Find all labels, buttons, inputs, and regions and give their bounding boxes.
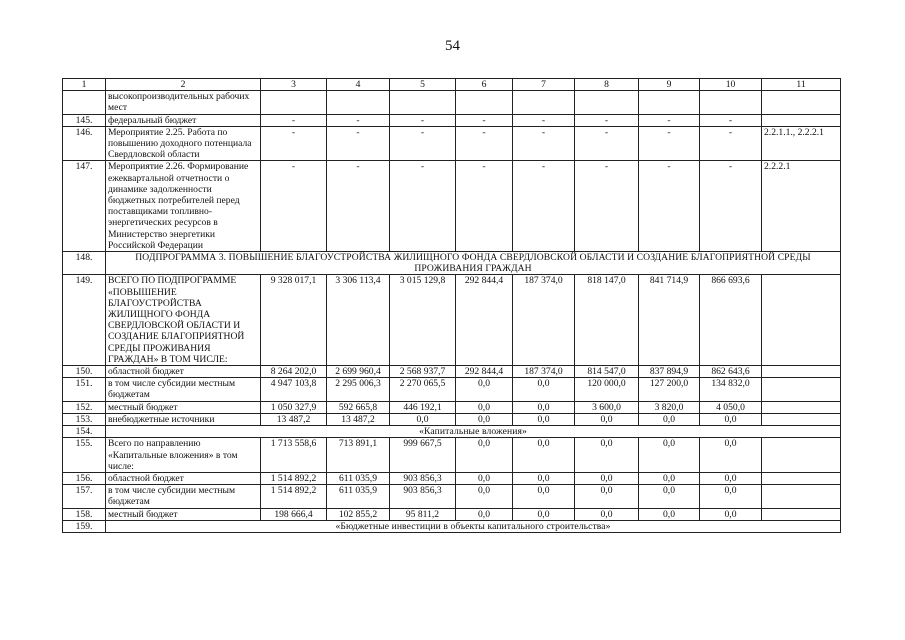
row-number: 148. <box>63 252 106 275</box>
value-cell: 0,0 <box>513 508 575 520</box>
value-cell: - <box>261 126 327 161</box>
value-cell: 0,0 <box>513 413 575 425</box>
value-cell: 0,0 <box>639 472 700 484</box>
value-cell: 1 713 558,6 <box>261 438 327 473</box>
value-cell: 102 855,2 <box>327 508 390 520</box>
table-row <box>63 275 841 366</box>
value-cell: - <box>261 161 327 252</box>
row-number <box>63 91 106 114</box>
section-title: «Капитальные вложения» <box>106 426 841 438</box>
value-cell: 0,0 <box>700 508 762 520</box>
value-cell <box>390 91 456 114</box>
value-cell: 0,0 <box>513 401 575 413</box>
header-cell: 5 <box>390 79 456 91</box>
value-cell: 0,0 <box>700 472 762 484</box>
value-cell: 1 514 892,2 <box>261 485 327 508</box>
page-number: 54 <box>445 38 460 54</box>
header-cell: 3 <box>261 79 327 91</box>
section-row <box>63 426 841 438</box>
value-cell: 0,0 <box>575 472 639 484</box>
value-cell <box>639 91 700 114</box>
value-cell: 446 192,1 <box>390 401 456 413</box>
value-cell <box>456 91 513 114</box>
value-cell: 862 643,6 <box>700 366 762 378</box>
value-cell: 1 514 892,2 <box>261 472 327 484</box>
value-cell: 134 832,0 <box>700 378 762 401</box>
table-row <box>63 508 841 520</box>
value-cell: 3 820,0 <box>639 401 700 413</box>
value-cell: 818 147,0 <box>575 275 639 366</box>
value-cell: 999 667,5 <box>390 438 456 473</box>
value-cell: 127 200,0 <box>639 378 700 401</box>
value-cell: 0,0 <box>639 413 700 425</box>
value-cell <box>700 91 762 114</box>
row-label: высокопроизводительных рабочих мест <box>106 91 261 114</box>
header-cell: 6 <box>456 79 513 91</box>
header-cell: 11 <box>762 79 841 91</box>
value-cell: 0,0 <box>513 472 575 484</box>
value-cell: 2 699 960,4 <box>327 366 390 378</box>
row-label: областной бюджет <box>106 472 261 484</box>
value-cell: 198 666,4 <box>261 508 327 520</box>
table-row <box>63 438 841 473</box>
value-cell: - <box>327 126 390 161</box>
row-number: 152. <box>63 401 106 413</box>
header-row <box>63 79 841 91</box>
value-cell: 814 547,0 <box>575 366 639 378</box>
table-body <box>63 79 841 533</box>
value-cell <box>575 91 639 114</box>
row-label: в том числе субсидии местным бюджетам <box>106 378 261 401</box>
value-cell: 0,0 <box>639 508 700 520</box>
value-cell: 903 856,3 <box>390 472 456 484</box>
value-cell: 0,0 <box>456 401 513 413</box>
value-cell <box>513 91 575 114</box>
row-number: 147. <box>63 161 106 252</box>
row-number: 145. <box>63 114 106 126</box>
value-cell: 903 856,3 <box>390 485 456 508</box>
value-cell: 0,0 <box>456 485 513 508</box>
value-cell: 866 693,6 <box>700 275 762 366</box>
section-row <box>63 520 841 532</box>
value-cell: 120 000,0 <box>575 378 639 401</box>
reference-cell <box>762 91 841 114</box>
row-label: федеральный бюджет <box>106 114 261 126</box>
row-number: 149. <box>63 275 106 366</box>
value-cell: 187 374,0 <box>513 366 575 378</box>
reference-cell <box>762 438 841 473</box>
value-cell: 8 264 202,0 <box>261 366 327 378</box>
value-cell: - <box>456 114 513 126</box>
value-cell: 13 487,2 <box>261 413 327 425</box>
value-cell: - <box>513 126 575 161</box>
value-cell: - <box>327 161 390 252</box>
reference-cell: 2.2.1.1., 2.2.2.1 <box>762 126 841 161</box>
header-cell: 9 <box>639 79 700 91</box>
row-label: внебюджетные источники <box>106 413 261 425</box>
value-cell: 2 295 006,3 <box>327 378 390 401</box>
row-number: 153. <box>63 413 106 425</box>
value-cell: 0,0 <box>575 485 639 508</box>
value-cell: 0,0 <box>639 438 700 473</box>
reference-cell <box>762 413 841 425</box>
row-number: 158. <box>63 508 106 520</box>
table-row <box>63 378 841 401</box>
value-cell: 841 714,9 <box>639 275 700 366</box>
table-row <box>63 366 841 378</box>
row-number: 156. <box>63 472 106 484</box>
value-cell: 1 050 327,9 <box>261 401 327 413</box>
header-cell: 8 <box>575 79 639 91</box>
value-cell: 0,0 <box>456 438 513 473</box>
value-cell: 3 015 129,8 <box>390 275 456 366</box>
value-cell: 0,0 <box>513 438 575 473</box>
table-row <box>63 126 841 161</box>
value-cell: 0,0 <box>513 485 575 508</box>
table-row <box>63 401 841 413</box>
value-cell: 0,0 <box>456 472 513 484</box>
header-cell: 2 <box>106 79 261 91</box>
budget-table <box>62 78 841 533</box>
value-cell: 611 035,9 <box>327 485 390 508</box>
row-label: Мероприятие 2.25. Работа по повышению доходного потенциала Свердловской области <box>106 126 261 161</box>
table-row <box>63 161 841 252</box>
value-cell: - <box>513 161 575 252</box>
section-title: «Бюджетные инвестиции в объекты капитального строительства» <box>106 520 841 532</box>
row-label: Мероприятие 2.26. Формирование ежеквартальной отчетности о динамике задолженности бюджетных потребителей перед поставщиками топливно-энергетических ресурсов в Министерство энергетики Российской Федерации <box>106 161 261 252</box>
table-row <box>63 413 841 425</box>
value-cell: - <box>575 161 639 252</box>
header-cell: 10 <box>700 79 762 91</box>
reference-cell <box>762 114 841 126</box>
value-cell: - <box>700 114 762 126</box>
value-cell: 13 487,2 <box>327 413 390 425</box>
value-cell: 4 947 103,8 <box>261 378 327 401</box>
table-row <box>63 114 841 126</box>
reference-cell <box>762 366 841 378</box>
value-cell: 0,0 <box>700 485 762 508</box>
value-cell: 837 894,9 <box>639 366 700 378</box>
row-label: областной бюджет <box>106 366 261 378</box>
row-number: 157. <box>63 485 106 508</box>
value-cell: - <box>575 126 639 161</box>
row-number: 159. <box>63 520 106 532</box>
value-cell: 0,0 <box>575 508 639 520</box>
value-cell: - <box>513 114 575 126</box>
reference-cell <box>762 508 841 520</box>
value-cell: 0,0 <box>513 378 575 401</box>
section-row <box>63 252 841 275</box>
value-cell: - <box>261 114 327 126</box>
value-cell: 611 035,9 <box>327 472 390 484</box>
table-row <box>63 472 841 484</box>
value-cell: 2 568 937,7 <box>390 366 456 378</box>
header-cell: 4 <box>327 79 390 91</box>
value-cell: - <box>639 126 700 161</box>
row-label: ВСЕГО ПО ПОДПРОГРАММЕ «ПОВЫШЕНИЕ БЛАГОУСТРОЙСТВА ЖИЛИЩНОГО ФОНДА СВЕРДЛОВСКОЙ ОБЛАСТИ И СОЗДАНИЕ БЛАГОПРИЯТНОЙ СРЕДЫ ПРОЖИВАНИЯ ГРАЖДАН» В ТОМ ЧИСЛЕ: <box>106 275 261 366</box>
value-cell: - <box>390 114 456 126</box>
value-cell <box>327 91 390 114</box>
reference-cell <box>762 401 841 413</box>
value-cell: 713 891,1 <box>327 438 390 473</box>
row-label: Всего по направлению «Капитальные вложения» в том числе: <box>106 438 261 473</box>
value-cell: - <box>390 161 456 252</box>
value-cell: 95 811,2 <box>390 508 456 520</box>
value-cell: 187 374,0 <box>513 275 575 366</box>
value-cell: 0,0 <box>639 485 700 508</box>
value-cell: - <box>456 126 513 161</box>
value-cell: - <box>700 161 762 252</box>
reference-cell <box>762 275 841 366</box>
value-cell: 0,0 <box>575 413 639 425</box>
table-row <box>63 91 841 114</box>
table-row <box>63 485 841 508</box>
value-cell: 0,0 <box>456 508 513 520</box>
value-cell: 0,0 <box>456 378 513 401</box>
row-label: местный бюджет <box>106 401 261 413</box>
row-number: 146. <box>63 126 106 161</box>
value-cell: 9 328 017,1 <box>261 275 327 366</box>
reference-cell <box>762 378 841 401</box>
value-cell: - <box>639 114 700 126</box>
value-cell: - <box>390 126 456 161</box>
value-cell: 0,0 <box>456 413 513 425</box>
value-cell: - <box>575 114 639 126</box>
section-title: ПОДПРОГРАММА 3. ПОВЫШЕНИЕ БЛАГОУСТРОЙСТВА ЖИЛИЩНОГО ФОНДА СВЕРДЛОВСКОЙ ОБЛАСТИ И СОЗДАНИЕ БЛАГОПРИЯТНОЙ СРЕДЫ ПРОЖИВАНИЯ ГРАЖДАН <box>106 252 841 275</box>
value-cell: 0,0 <box>390 413 456 425</box>
value-cell: 0,0 <box>700 413 762 425</box>
value-cell: 0,0 <box>700 438 762 473</box>
value-cell: - <box>700 126 762 161</box>
value-cell: - <box>639 161 700 252</box>
reference-cell <box>762 485 841 508</box>
row-number: 150. <box>63 366 106 378</box>
value-cell: 292 844,4 <box>456 275 513 366</box>
value-cell: 0,0 <box>575 438 639 473</box>
row-number: 154. <box>63 426 106 438</box>
row-label: в том числе субсидии местным бюджетам <box>106 485 261 508</box>
value-cell: 3 306 113,4 <box>327 275 390 366</box>
value-cell: 2 270 065,5 <box>390 378 456 401</box>
header-cell: 7 <box>513 79 575 91</box>
value-cell: 4 050,0 <box>700 401 762 413</box>
value-cell: 292 844,4 <box>456 366 513 378</box>
row-number: 155. <box>63 438 106 473</box>
value-cell: 3 600,0 <box>575 401 639 413</box>
reference-cell <box>762 472 841 484</box>
row-label: местный бюджет <box>106 508 261 520</box>
value-cell: 592 665,8 <box>327 401 390 413</box>
reference-cell: 2.2.2.1 <box>762 161 841 252</box>
value-cell: - <box>456 161 513 252</box>
row-number: 151. <box>63 378 106 401</box>
header-cell: 1 <box>63 79 106 91</box>
value-cell <box>261 91 327 114</box>
value-cell: - <box>327 114 390 126</box>
